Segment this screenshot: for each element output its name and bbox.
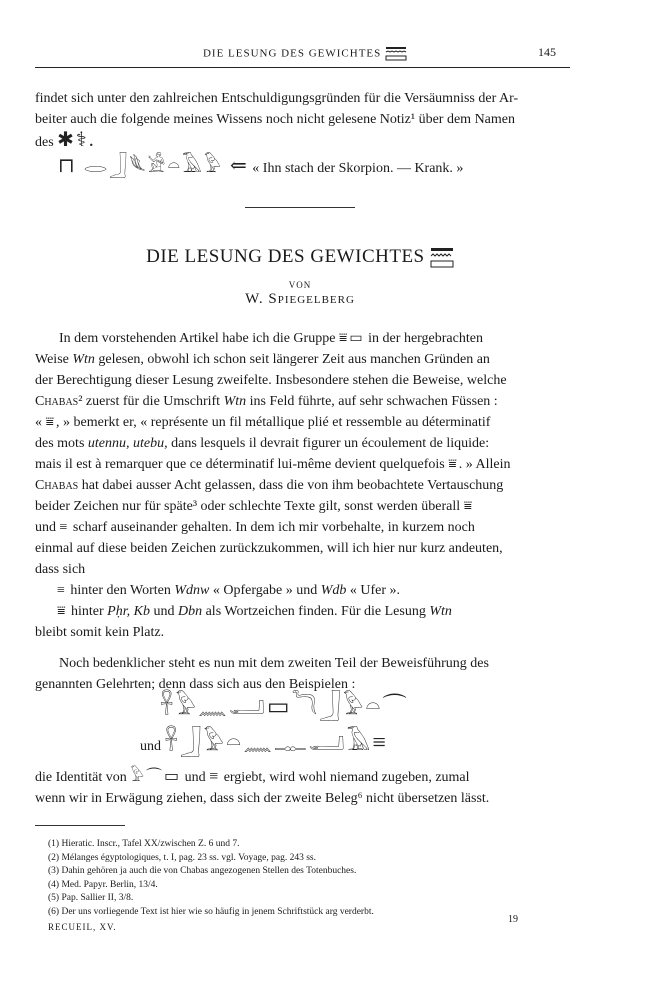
hieroglyph-quote-line: ⊓ 𓂋𓃀𓆰𓀀𓏏𓄿𓅱 ⇐ « Ihn stach der Skorpion. — Krank. » <box>58 155 464 177</box>
footnote-rule <box>35 825 125 826</box>
running-title: DIE LESUNG DES GEWICHTES <box>140 46 470 62</box>
header-rule <box>35 67 570 68</box>
footnotes: (1) Hieratic. Inscr., Tafel XX/zwischen Z. 6 und 7. (2) Mélanges égyptologiques, t. I, pag. 23 ss. vgl. Voyage, pag. 243 ss. (3) Dahin gehören ja auch die von Chabas angezogenen Stellen des Totenbuches. (4) Med. Papyr. Berlin, 13/4. (5) Pap. Sallier II, 3/8. (6) Der uns vorliegende Text ist hier wie so häufig in jenem Schriftstück arg verderbt. <box>48 839 374 917</box>
signature-number: 19 <box>508 914 518 925</box>
by-label: VON <box>288 280 312 290</box>
article-title: DIE LESUNG DES GEWICHTES <box>60 246 540 269</box>
water-ripple-icon <box>430 247 454 269</box>
example-hieroglyphs-2: 𓋹𓃀𓅱𓏏𓈖𓊃𓂝𓄿≡ <box>164 730 388 756</box>
hieroglyph-sequence: ⊓ 𓂋𓃀𓆰𓀀𓏏𓄿𓅱 ⇐ <box>58 155 249 177</box>
article-body: In dem vorstehenden Artikel habe ich die Gruppe ⩸▭ in der hergebrachten Weise Wtn gelesen, obwohl ich schon seit längerer Zeit aus manchen Gründen an der Berechtigung dieser Lesung zweifelte. Insbesondere stehen die Beweise, welche Chabas² zuerst für die Umschrift Wtn ins Feld führte, auf sehr schwachen Füssen : « ⩸, » bemerkt er, « représente un fil métallique plié et ressemble au déterminatif des mots utennu, utebu, dans lesquels il devrait figurer un écoulement de liquide: mais il est à remarquer que ce déterminatif lui-même devient quelquefois ⩸. » Allein Chabas hat dabei ausser Acht gelassen, dass die von ihm beobachtete Vertauschung beider Zeichen nur für späte³ oder schlechte Texte gilt, sonst werden überall ⩸ und ≡ scharf auseinander gehalten. In dem ich mir vorbehalte, in kurzem noch einmal auf diese beiden Zeichen zurückzukommen, will ich hier nur kurz andeuten, dass sich ≡ hinter den Worten Wdnw « Opfergabe » und Wdb « Ufer ». ⩸ hinter Pḥr, Kb und Dbn als Wortzeichen finden. Für die Lesung Wtn bleibt somit kein Platz. Noch bedenklicher steht es nun mit dem zweiten Teil der Beweisführung des genannten Gelehrten; denn dass sich aus den Beispielen : <box>35 331 511 692</box>
example-hieroglyphs-1: 𓋹𓅱𓈖𓂝▭𓆓𓃀𓅱𓏏⌒ <box>160 694 409 720</box>
page-number: 145 <box>538 45 556 59</box>
scorpion-name-hieroglyph: ✱⚕. <box>57 129 96 151</box>
journal-footer: RECUEIL, XV. <box>48 922 117 932</box>
group-glyph: ⩸▭ <box>338 331 365 346</box>
article-body-end: die Identität von 𓅱⌒▭ und ≡ ergiebt, wird wohl niemand zugeben, zumal wenn wir in Erwägung ziehen, dass sich der zweite Beleg⁶ nicht übersetzen lässt. <box>35 768 490 806</box>
previous-article-paragraph: findet sich unter den zahlreichen Entschuldigungsgründen für die Versäumniss der Ar- beiter auch die folgende meines Wissens noch nicht gelesene Notiz¹ über dem Namen des ✱⚕. <box>35 91 519 151</box>
author: W. Spiegelberg <box>245 291 355 307</box>
example-row-2: und 𓋹𓃀𓅱𓏏𓈖𓊃𓂝𓄿≡ <box>140 730 388 756</box>
water-ripple-icon <box>385 46 407 62</box>
section-separator <box>245 207 355 208</box>
